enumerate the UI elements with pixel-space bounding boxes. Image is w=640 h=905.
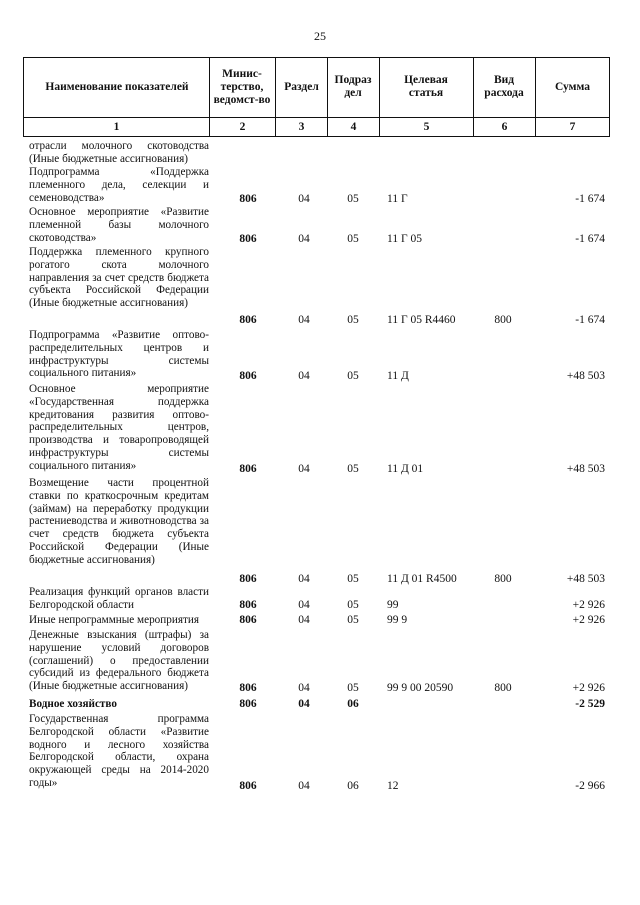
row-subsection: 05 [347, 233, 359, 245]
row-sum: +2 926 [572, 682, 605, 694]
row-subsection: 06 [347, 698, 359, 710]
row-ministry: 806 [239, 314, 257, 326]
row-subsection: 05 [347, 599, 359, 611]
row-sum: +2 926 [572, 599, 605, 611]
row-target-article: 11 Г 05 [387, 233, 422, 245]
row-expense-type: 800 [494, 314, 512, 326]
row-subsection: 05 [347, 463, 359, 475]
row-sum: +48 503 [566, 370, 605, 382]
row-section: 04 [298, 698, 310, 710]
row-sum: +48 503 [566, 573, 605, 585]
row-sum: -1 674 [575, 193, 605, 205]
row-target-article: 11 Д [387, 370, 409, 382]
row-subsection: 05 [347, 614, 359, 626]
row-name: Подпрограмма «Развитие оптово-распределительных центров и инфраструктуры системы социального питания» [29, 329, 209, 380]
row-name: Подпрограмма «Поддержка племенного дела, селекции и семеноводства» [29, 166, 209, 204]
row-target-article: 99 9 00 20590 [387, 682, 454, 694]
row-ministry: 806 [239, 573, 257, 585]
column-number: 5 [423, 121, 430, 133]
row-section: 04 [298, 599, 310, 611]
header-subsection: Подраз дел [334, 74, 372, 99]
row-ministry: 806 [239, 233, 257, 245]
row-section: 04 [298, 573, 310, 585]
header-section: Раздел [284, 80, 319, 93]
row-name: Основное мероприятие «Государственная поддержка кредитования развития оптово-распределительных центров, производства и товаропроводящей инфраструктуры системы социального питания» [29, 383, 209, 472]
row-target-article: 99 [387, 599, 399, 611]
column-number: 7 [569, 121, 576, 133]
column-number: 1 [113, 121, 120, 133]
row-section: 04 [298, 370, 310, 382]
row-subsection: 05 [347, 370, 359, 382]
row-name: Поддержка племенного крупного рогатого скота молочного направления за счет средств бюджета субъекта Российской Федерации (Иные бюджетные ассигнования) [29, 246, 209, 310]
row-sum: +48 503 [566, 463, 605, 475]
row-target-article: 11 Д 01 [387, 463, 424, 475]
row-section: 04 [298, 780, 310, 792]
row-name: Реализация функций органов власти Белгородской области [29, 586, 209, 611]
row-sum: -1 674 [575, 314, 605, 326]
page-number: 25 [314, 29, 326, 43]
column-number: 3 [298, 121, 305, 133]
column-number: 6 [501, 121, 508, 133]
row-ministry: 806 [239, 193, 257, 205]
header-target-article: Целевая статья [404, 74, 448, 99]
row-ministry: 806 [239, 370, 257, 382]
column-number: 2 [239, 121, 246, 133]
column-number: 4 [350, 121, 357, 133]
row-subsection: 05 [347, 193, 359, 205]
row-name: Возмещение части процентной ставки по краткосрочным кредитам (займам) на переработку продукции растениеводства и животноводства за счет средств бюджета субъекта Российской Федерации (Иные бюджетные ассигнования) [29, 477, 209, 566]
row-sum: +2 926 [572, 614, 605, 626]
row-sum: -2 966 [575, 780, 605, 792]
row-name: отрасли молочного скотоводства (Иные бюджетные ассигнования) [29, 140, 209, 165]
row-target-article: 11 Г 05 R4460 [387, 314, 456, 326]
row-sum: -1 674 [575, 233, 605, 245]
row-ministry: 806 [239, 463, 257, 475]
header-name: Наименование показателей [45, 80, 189, 93]
row-section: 04 [298, 233, 310, 245]
row-sum: -2 529 [575, 698, 605, 710]
row-ministry: 806 [239, 698, 257, 710]
row-section: 04 [298, 682, 310, 694]
row-section: 04 [298, 193, 310, 205]
row-ministry: 806 [239, 682, 257, 694]
row-ministry: 806 [239, 780, 257, 792]
header-ministry: Минис-терство, ведомст-во [213, 67, 271, 106]
row-target-article: 12 [387, 780, 399, 792]
row-name: Государственная программа Белгородской области «Развитие водного и лесного хозяйства Белгородской области, охрана окружающей среды на 2014-2020 годы» [29, 713, 209, 789]
row-subsection: 06 [347, 780, 359, 792]
row-subsection: 05 [347, 314, 359, 326]
row-name: Иные непрограммные мероприятия [29, 614, 200, 626]
row-name: Денежные взыскания (штрафы) за нарушение условий договоров (соглашений) о предоставлении субсидий из федерального бюджета (Иные бюджетные ассигнования) [29, 629, 209, 693]
row-section: 04 [298, 314, 310, 326]
header-sum: Сумма [555, 80, 590, 93]
row-section: 04 [298, 463, 310, 475]
row-ministry: 806 [239, 614, 257, 626]
row-target-article: 11 Д 01 R4500 [387, 573, 457, 585]
row-target-article: 11 Г [387, 193, 408, 205]
row-name: Водное хозяйство [29, 698, 117, 710]
row-subsection: 05 [347, 682, 359, 694]
row-expense-type: 800 [494, 573, 512, 585]
row-name: Основное мероприятие «Развитие племенной базы молочного скотоводства» [29, 206, 209, 244]
row-expense-type: 800 [494, 682, 512, 694]
row-subsection: 05 [347, 573, 359, 585]
row-ministry: 806 [239, 599, 257, 611]
row-section: 04 [298, 614, 310, 626]
row-target-article: 99 9 [387, 614, 408, 626]
header-expense-type: Вид расхода [484, 74, 524, 99]
